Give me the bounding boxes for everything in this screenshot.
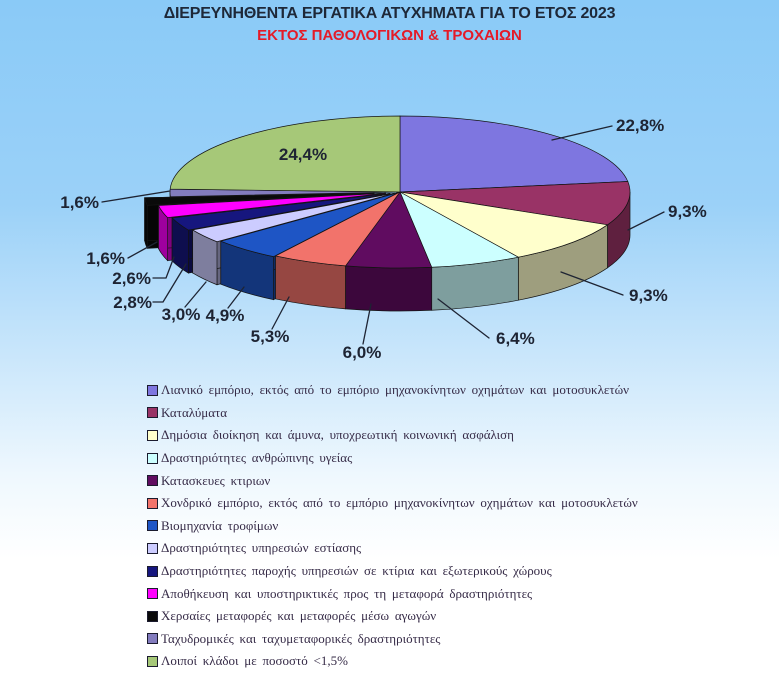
legend-item xyxy=(147,605,747,628)
legend-swatch xyxy=(147,543,158,554)
legend-item xyxy=(147,402,747,425)
pct-label: 24,4% xyxy=(278,145,328,164)
leader-line xyxy=(185,282,206,307)
pct-label: 1,6% xyxy=(60,193,99,212)
pct-label: 2,6% xyxy=(112,269,151,288)
leader-line xyxy=(552,126,612,140)
legend-item xyxy=(147,628,747,651)
legend-label: Δραστηριότητες ανθρώπινης υγείας xyxy=(161,450,353,466)
legend-label: Κατασκευες κτιριων xyxy=(161,472,271,488)
pct-label: 5,3% xyxy=(250,327,290,346)
legend-swatch xyxy=(147,566,158,577)
legend-swatch xyxy=(147,633,158,644)
legend-swatch xyxy=(147,588,158,599)
legend-label: Χερσαίες μεταφορές και μεταφορές μέσω αγωγών xyxy=(161,608,437,624)
page-subtitle: ΕΚΤΟΣ ΠΑΘΟΛΟΓΙΚΩΝ & ΤΡΟΧΑΙΩΝ xyxy=(257,27,522,44)
legend-swatch xyxy=(147,430,158,441)
pct-label: 22,8% xyxy=(616,116,665,135)
legend-label: Λιανικό εμπόριο, εκτός από το εμπόριο μηχανοκίνητων οχημάτων και μοτοσυκλετών xyxy=(161,382,629,398)
legend-swatch xyxy=(147,498,158,509)
legend-swatch xyxy=(147,475,158,486)
pct-label: 6,0% xyxy=(342,343,382,362)
pct-label: 6,4% xyxy=(496,329,535,348)
pct-label: 4,9% xyxy=(205,306,245,325)
legend-label: Δραστηριότητες υπηρεσιών εστίασης xyxy=(161,540,362,556)
legend-label: Βιομηχανία τροφίμων xyxy=(161,517,279,533)
pct-label: 2,8% xyxy=(113,293,152,312)
legend-item xyxy=(147,537,747,560)
pie-slice xyxy=(400,116,628,192)
page-title: ΔΙΕΡΕΥΝΗΘΕΝΤΑ ΕΡΓΑΤΙΚΑ ΑΤΥΧΗΜΑΤΑ ΓΙΑ ΤΟ ΕΤΟΣ 2023 xyxy=(163,5,616,22)
legend-label: Δραστηριότητες παροχής υπηρεσιών σε κτίρια και εξωτερικούς χώρους xyxy=(161,563,552,579)
legend-label: Χονδρικό εμπόριο, εκτός από το εμπόριο μηχανοκίνητων οχημάτων και μοτοσυκλετών xyxy=(161,495,638,511)
legend-item xyxy=(147,379,747,402)
legend-item xyxy=(147,515,747,538)
leader-line xyxy=(228,287,244,308)
chart-legend xyxy=(147,379,747,673)
legend-label: Αποθήκευση και υποστηρικτικές προς τη μεταφορά δραστηριότητες xyxy=(161,585,533,601)
legend-swatch xyxy=(147,611,158,622)
legend-item xyxy=(147,582,747,605)
leader-line xyxy=(128,242,157,258)
legend-swatch xyxy=(147,407,158,418)
pct-label: 9,3% xyxy=(629,286,668,305)
pct-label: 3,0% xyxy=(161,305,201,324)
pie-slice-wall xyxy=(346,266,432,311)
legend-label: Καταλύματα xyxy=(161,404,228,420)
legend-item xyxy=(147,560,747,583)
legend-item xyxy=(147,492,747,515)
legend-swatch xyxy=(147,453,158,464)
legend-swatch xyxy=(147,656,158,667)
legend-item xyxy=(147,650,747,673)
pct-label: 9,3% xyxy=(668,202,707,221)
legend-swatch xyxy=(147,520,158,531)
legend-swatch xyxy=(147,385,158,396)
legend-label: Δημόσια διοίκηση και άμυνα, υποχρεωτική κοινωνική ασφάλιση xyxy=(161,427,514,443)
pct-label: 1,6% xyxy=(86,249,125,268)
legend-label: Λοιποί κλάδοι με ποσοστό <1,5% xyxy=(161,653,348,669)
legend-label: Ταχυδρομικές και ταχυμεταφορικές δραστηριότητες xyxy=(161,630,441,646)
legend-item xyxy=(147,424,747,447)
legend-item xyxy=(147,469,747,492)
leader-line xyxy=(628,212,664,230)
legend-item xyxy=(147,447,747,470)
leader-line xyxy=(272,297,289,329)
